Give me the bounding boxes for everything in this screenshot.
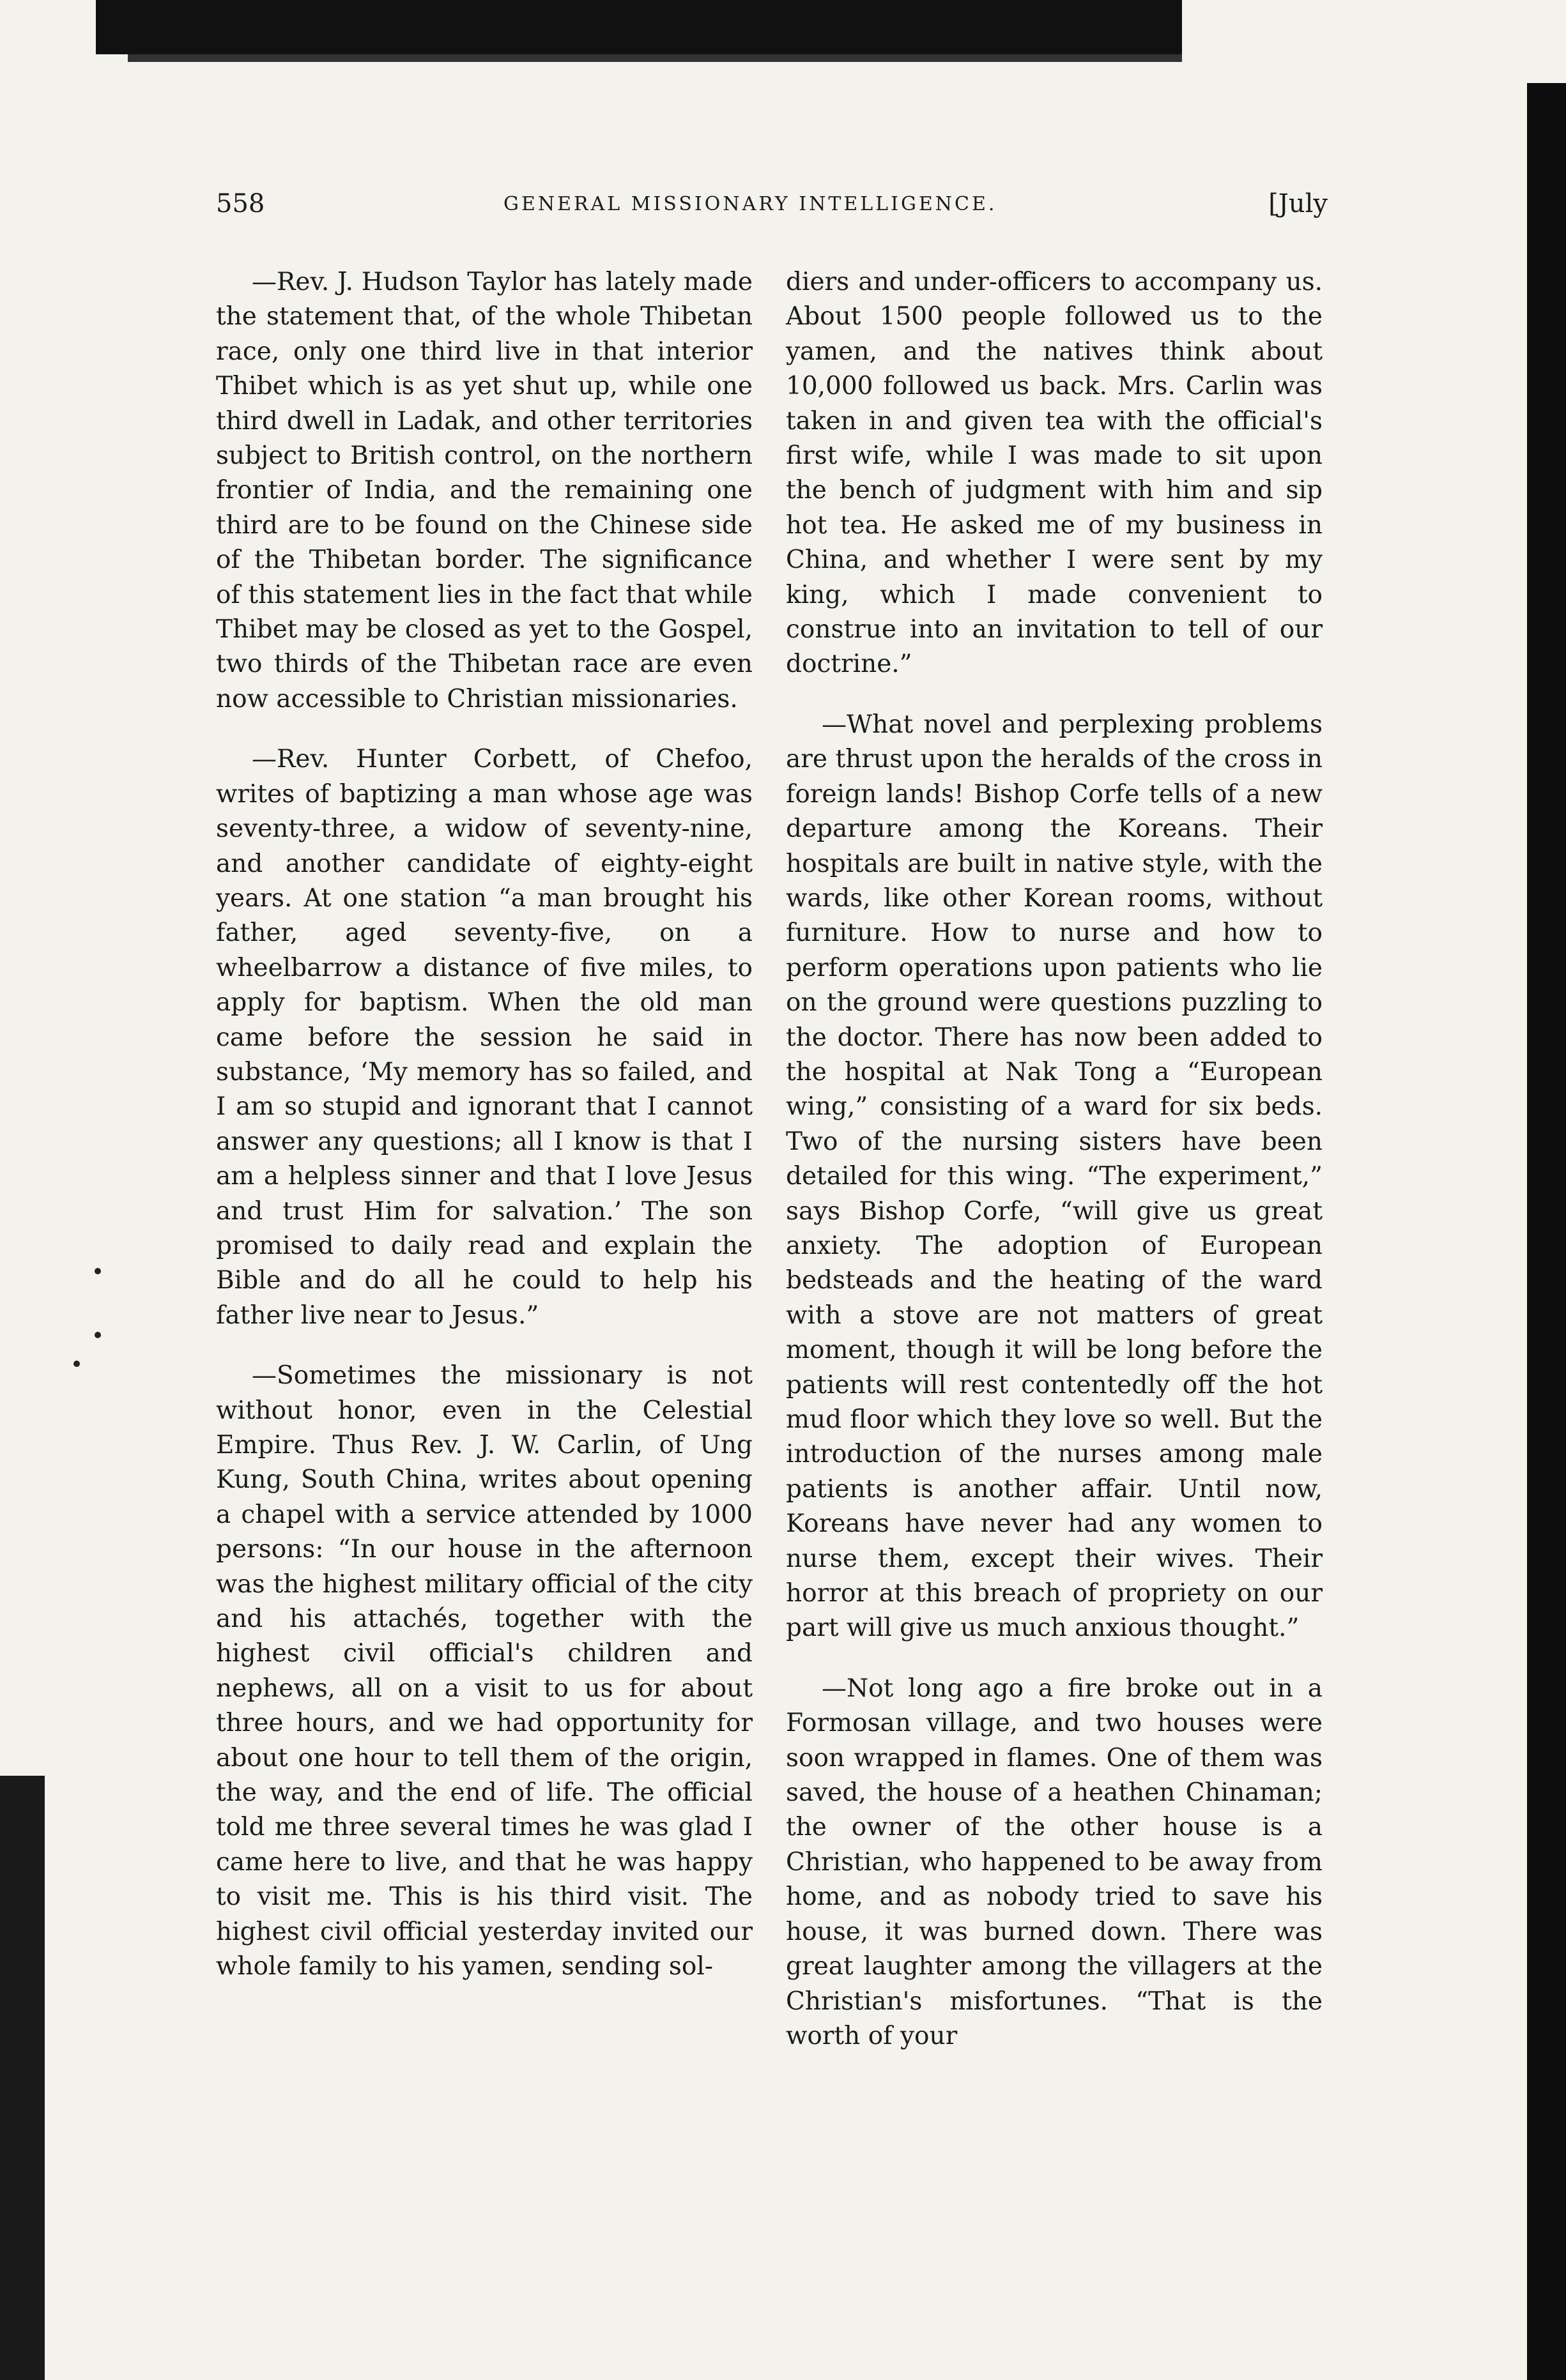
paragraph-carlin-chapel: —Sometimes the missionary is not without honor, even in the Celestial Empire. Thus Rev. J. W. Carlin, of Ung Kung, South China, writes about opening a chapel with a service attended by 1000 persons: “In our house in the afternoon was the highest military official of the city and his attachés, together with the highest civil official's children and nephews, all on a visit to us for about three hours, and we had opportunity for about one hour to tell them of the origin, the way, and the end of life. The official told me three several times he was glad I came here to live, and that he was happy to visit me. This is his third visit. The highest civil official yesterday invited our whole family to his yamen, sending sol- bbox=[216, 1361, 753, 1981]
paragraph-corbett-baptism: —Rev. Hunter Corbett, of Chefoo, writes of baptizing a man whose age was seventy-three, a widow of seventy-nine, and another candidate of eighty-eight years. At one station “a man brought his father, aged seventy-five, on a wheelbarrow a distance of five miles, to apply for baptism. When the old man came before the session he said in substance, ‘My memory has so failed, and I am so stupid and ignorant that I cannot answer any questions; all I know is that I am a helpless sinner and that I love Jesus and trust Him for salvation.’ The son promised to daily read and explain the Bible and do all he could to help his father live near to Jesus.” bbox=[216, 745, 753, 1330]
paragraph-carlin-continued: diers and under-officers to accompany us. About 1500 people followed us to the yamen, and the natives think about 10,000 followed us back. Mrs. Carlin was taken in and given tea with the official's first wife, while I was made to sit upon the bench of judgment with him and sip hot tea. He asked me of my business in China, and whether I were sent by my king, which I made convenient to construe into an invitation to tell of our doctrine.” bbox=[786, 268, 1323, 679]
paragraph-taylor-thibet: —Rev. J. Hudson Taylor has lately made the statement that, of the whole Thibetan race, only one third live in that interior Thibet which is as yet shut up, while one third dwell in Ladak, and other territories subject to British control, on the northern frontier of India, and the remaining one third are to be found on the Chinese side of the Thibetan border. The significance of this statement lies in the fact that while Thibet may be closed as yet to the Gospel, two thirds of the Thibetan race are even now accessible to Christian missionaries. bbox=[216, 268, 753, 713]
scan-speck bbox=[73, 1361, 80, 1367]
left-column bbox=[216, 265, 753, 2010]
month-label: [July bbox=[1268, 189, 1328, 218]
scan-speck bbox=[95, 1268, 101, 1274]
scan-edge-top bbox=[96, 0, 1182, 54]
running-head: GENERAL MISSIONARY INTELLIGENCE. bbox=[503, 193, 997, 215]
page-header bbox=[216, 189, 1328, 234]
scan-edge-left bbox=[0, 1776, 45, 2380]
page-number: 558 bbox=[216, 189, 265, 218]
right-column bbox=[786, 265, 1323, 2079]
paragraph-formosa-fire: —Not long ago a fire broke out in a Formosan village, and two houses were soon wrapped in flames. One of them was saved, the house of a heathen Chinaman; the owner of the other house is a Christian, who happened to be away from home, and as nobody tried to save his house, it was burned down. There was great laughter among the villagers at the Christian's misfortunes. “That is the worth of your bbox=[786, 1674, 1323, 2050]
scan-edge-right bbox=[1527, 83, 1566, 2380]
scan-speck bbox=[95, 1332, 101, 1338]
scan-edge-top-shadow bbox=[128, 54, 1182, 62]
paragraph-corfe-korea: —What novel and perplexing problems are thrust upon the heralds of the cross in foreign lands! Bishop Corfe tells of a new departure among the Koreans. Their hospitals are built in native style, with the wards, like other Korean rooms, without furniture. How to nurse and how to perform operations upon patients who lie on the ground were questions puzzling to the doctor. There has now been added to the hospital at Nak Tong a “European wing,” consisting of a ward for six beds. Two of the nursing sisters have been detailed for this wing. “The experiment,” says Bishop Corfe, “will give us great anxiety. The adoption of European bedsteads and the heating of the ward with a stove are not matters of great moment, though it will be long before the patients will rest contentedly off the hot mud floor which they love so well. But the introduction of the nurses among male patients is another affair. Until now, Koreans have never had any women to nurse them, except their wives. Their horror at this breach of propriety on our part will give us much anxious thought.” bbox=[786, 710, 1323, 1643]
